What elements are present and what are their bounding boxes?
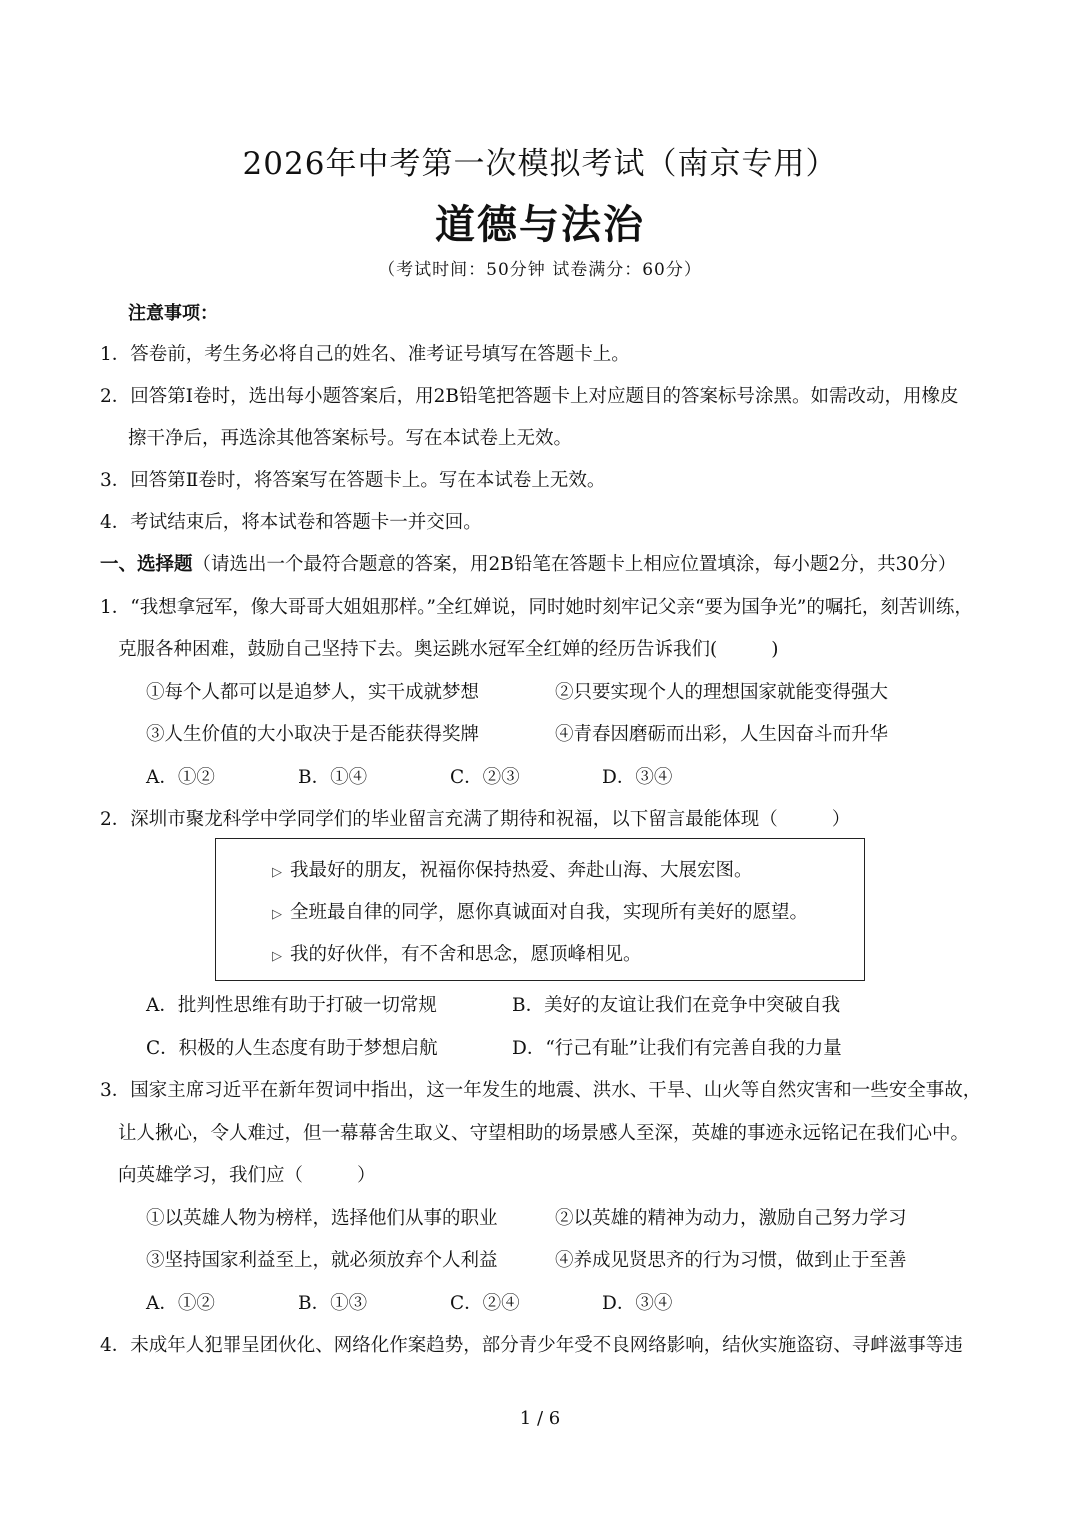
q4-stem-line: 4．未成年人犯罪呈团伙化、网络化作案趋势，部分青少年受不良网络影响，结伙实施盗窃、寻衅滋事等违 — [100, 1335, 963, 1356]
q2-message — [272, 898, 808, 924]
q2-message-text: 全班最自律的同学，愿你真诚面对自我，实现所有美好的愿望。 — [290, 902, 809, 923]
q1-option-d: D．③④ — [602, 767, 673, 788]
q1-option-c: C．②③ — [450, 767, 520, 788]
subject-title: 道德与法治 — [435, 201, 645, 248]
notice-item: 3．回答第Ⅱ卷时，将答案写在答题卡上。写在本试卷上无效。 — [100, 470, 606, 491]
q1-option-b: B．①④ — [298, 767, 368, 788]
q2-stem-line — [100, 805, 850, 831]
q3-statement-3: ③坚持国家利益至上，就必须放弃个人利益 — [146, 1250, 498, 1271]
q2-message-text: 我最好的朋友，祝福你保持热爱、奔赴山海、大展宏图。 — [290, 860, 753, 881]
q3-stem-line: 3．国家主席习近平在新年贺词中指出，这一年发生的地震、洪水、干旱、山火等自然灾害和一些安全事故， — [100, 1080, 982, 1101]
q2-message-text: 我的好伙伴，有不舍和思念，愿顶峰相见。 — [290, 944, 642, 965]
q2-message — [272, 940, 642, 966]
q1-stem-line: 1．“我想拿冠军，像大哥哥大姐姐那样。”全红婵说，同时她时刻牢记父亲“要为国争光”的嘱托，刻苦训练， — [100, 597, 973, 618]
q3-statement-1: ①以英雄人物为榜样，选择他们从事的职业 — [146, 1208, 498, 1229]
q1-stem-line — [118, 635, 778, 661]
q1-paren-close: ) — [771, 639, 779, 660]
q2-option-d: D．“行己有耻”让我们有完善自我的力量 — [512, 1038, 842, 1059]
q1-option-a: A．①② — [146, 767, 215, 788]
triangle-bullet-icon: ▷ — [272, 949, 282, 964]
q3-paren-close: ） — [357, 1165, 376, 1186]
q3-statement-2: ②以英雄的精神为动力，激励自己努力学习 — [555, 1208, 907, 1229]
exam-meta: （考试时间：50分钟 试卷满分：60分） — [378, 260, 702, 280]
notice-item: 4．考试结束后，将本试卷和答题卡一并交回。 — [100, 512, 482, 533]
triangle-bullet-icon: ▷ — [272, 907, 282, 922]
q3-option-a: A．①② — [146, 1293, 215, 1314]
section-heading — [100, 550, 956, 576]
q2-option-a: A．批判性思维有助于打破一切常规 — [146, 995, 437, 1016]
q2-paren-close: ） — [831, 809, 851, 830]
q2-message — [272, 856, 753, 882]
notice-item-cont: 擦干净后，再选涂其他答案标号。写在本试卷上无效。 — [128, 428, 573, 449]
q3-option-c: C．②④ — [450, 1293, 520, 1314]
q1-statement-4: ④青春因磨砺而出彩，人生因奋斗而升华 — [555, 724, 889, 745]
notice-item: 2．回答第Ⅰ卷时，选出每小题答案后，用2B铅笔把答题卡上对应题目的答案标号涂黑。如需改动，用橡皮 — [100, 386, 959, 407]
section-label: 一、选择题 — [100, 554, 193, 575]
q3-option-b: B．①③ — [298, 1293, 368, 1314]
section-desc: （请选出一个最符合题意的答案，用2B铅笔在答题卡上相应位置填涂，每小题2分，共30分） — [192, 554, 957, 575]
q2-option-b: B．美好的友谊让我们在竞争中突破自我 — [512, 995, 841, 1016]
q2-stem-text: 2．深圳市聚龙科学中学同学们的毕业留言充满了期待和祝福，以下留言最能体现（ — [100, 809, 778, 830]
notice-heading: 注意事项： — [128, 303, 218, 324]
q1-stem-text: 克服各种困难，鼓励自己坚持下去。奥运跳水冠军全红婵的经历告诉我们( — [118, 639, 718, 660]
q1-statement-3: ③人生价值的大小取决于是否能获得奖牌 — [146, 724, 480, 745]
q3-option-d: D．③④ — [602, 1293, 673, 1314]
q3-stem-line: 让人揪心，令人难过，但一幕幕舍生取义、守望相助的场景感人至深，英雄的事迹永远铭记在我们心中。 — [118, 1123, 970, 1144]
exam-title: 2026年中考第一次模拟考试（南京专用） — [242, 146, 838, 182]
notice-item: 1．答卷前，考生务必将自己的姓名、准考证号填写在答题卡上。 — [100, 344, 630, 365]
q1-statement-2: ②只要实现个人的理想国家就能变得强大 — [555, 682, 889, 703]
q2-option-c: C．积极的人生态度有助于梦想启航 — [146, 1038, 438, 1059]
q3-stem-line — [118, 1161, 376, 1187]
triangle-bullet-icon: ▷ — [272, 865, 282, 880]
q3-stem-text: 向英雄学习，我们应（ — [118, 1165, 304, 1186]
q1-statement-1: ①每个人都可以是追梦人，实干成就梦想 — [146, 682, 480, 703]
q3-statement-4: ④养成见贤思齐的行为习惯，做到止于至善 — [555, 1250, 907, 1271]
page-number: 1 / 6 — [519, 1408, 561, 1429]
